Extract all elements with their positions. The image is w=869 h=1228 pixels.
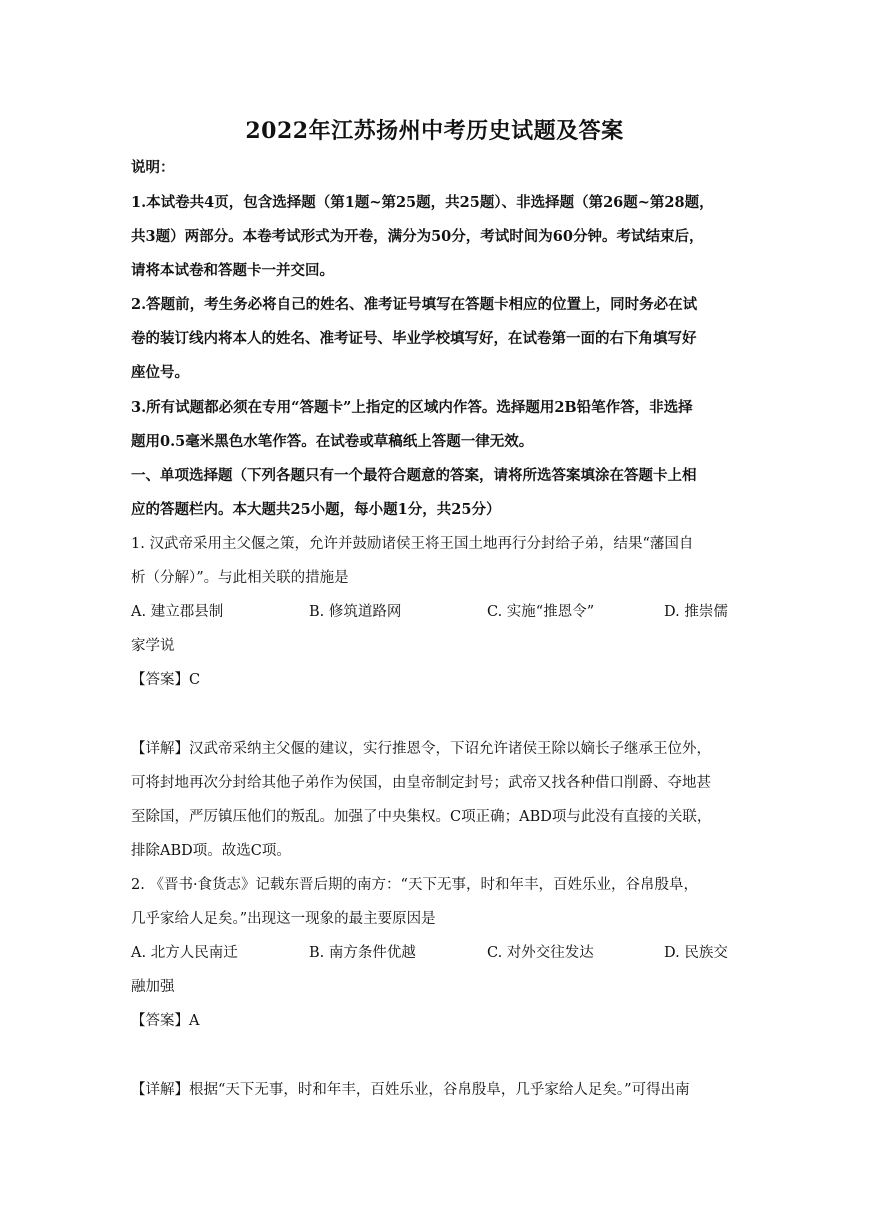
instruction-1-line: 共3题）两部分。本卷考试形式为开卷，满分为50分，考试时间为60分钟。考试结束后，: [131, 228, 704, 245]
instruction-2-line: 卷的装订线内将本人的姓名、准考证号、毕业学校填写好，在试卷第一面的右下角填写好: [131, 330, 697, 347]
question-1-options: [131, 602, 741, 622]
question-1-explanation: 至除国，严厉镇压他们的叛乱。加强了中央集权。C项正确；ABD项与此没有直接的关联，: [131, 809, 712, 825]
instructions-heading: 说明：: [131, 159, 175, 176]
question-2-answer: 【答案】A: [131, 1013, 200, 1029]
instruction-3-line: 3.所有试题都必须在专用“答题卡”上指定的区域内作答。选择题用2B铅笔作答，非选择: [131, 399, 693, 416]
question-1-option-a: A. 建立郡县制: [131, 604, 224, 620]
question-2-stem: 2. 《晋书·食货志》记载东晋后期的南方：“天下无事，时和年丰，百姓乐业，谷帛殷阜，: [131, 877, 698, 893]
document-title: 2022年江苏扬州中考历史试题及答案: [245, 118, 624, 144]
question-2-option-a: A. 北方人民南迁: [131, 945, 238, 961]
instruction-2-line: 2.答题前，考生务必将自己的姓名、准考证号填写在答题卡相应的位置上，同时务必在试: [131, 296, 698, 313]
instruction-1-line: 请将本试卷和答题卡一并交回。: [131, 262, 334, 279]
question-1-stem: 1. 汉武帝采用主父偃之策，允许并鼓励诸侯王将王国土地再行分封给子弟，结果“藩国自: [131, 536, 694, 552]
instruction-2-line: 座位号。: [131, 364, 189, 381]
instruction-3-line: 题用0.5毫米黑色水笔作答。在试卷或草稿纸上答题一律无效。: [131, 433, 534, 450]
question-2-option-d: D. 民族交: [664, 945, 728, 961]
question-1-option-b: B. 修筑道路网: [309, 604, 402, 620]
question-1-answer: 【答案】C: [131, 672, 201, 688]
question-2-stem: 几乎家给人足矣。”出现这一现象的最主要原因是: [131, 911, 436, 927]
question-1-stem: 析（分解）”。与此相关联的措施是: [131, 570, 349, 586]
section-1-heading: 一、单项选择题（下列各题只有一个最符合题意的答案，请将所选答案填涂在答题卡上相: [131, 467, 697, 484]
section-1-heading: 应的答题栏内。本大题共25小题，每小题1分，共25分）: [131, 501, 501, 518]
question-2-options: [131, 943, 741, 963]
question-1-option-c: C. 实施“推恩令”: [487, 604, 595, 620]
question-1-option-wrap: 家学说: [131, 638, 175, 654]
question-1-explanation: 排除ABD项。故选C项。: [131, 843, 291, 859]
question-2-option-c: C. 对外交往发达: [487, 945, 594, 961]
question-1-explanation: 可将封地再次分封给其他子弟作为侯国，由皇帝制定封号；武帝又找各种借口削爵、夺地甚: [131, 775, 711, 791]
question-1-option-d: D. 推崇儒: [664, 604, 728, 620]
question-2-explanation: 【详解】根据“天下无事，时和年丰，百姓乐业，谷帛殷阜，几乎家给人足矣。”可得出南: [131, 1082, 690, 1098]
question-2-option-b: B. 南方条件优越: [309, 945, 416, 961]
instruction-1-line: 1.本试卷共4页，包含选择题（第1题~第25题，共25题）、非选择题（第26题~第28题，: [131, 194, 714, 211]
question-1-explanation: 【详解】汉武帝采纳主父偃的建议，实行推恩令，下诏允许诸侯王除以嫡长子继承王位外，: [131, 741, 711, 757]
question-2-option-wrap: 融加强: [131, 979, 175, 995]
